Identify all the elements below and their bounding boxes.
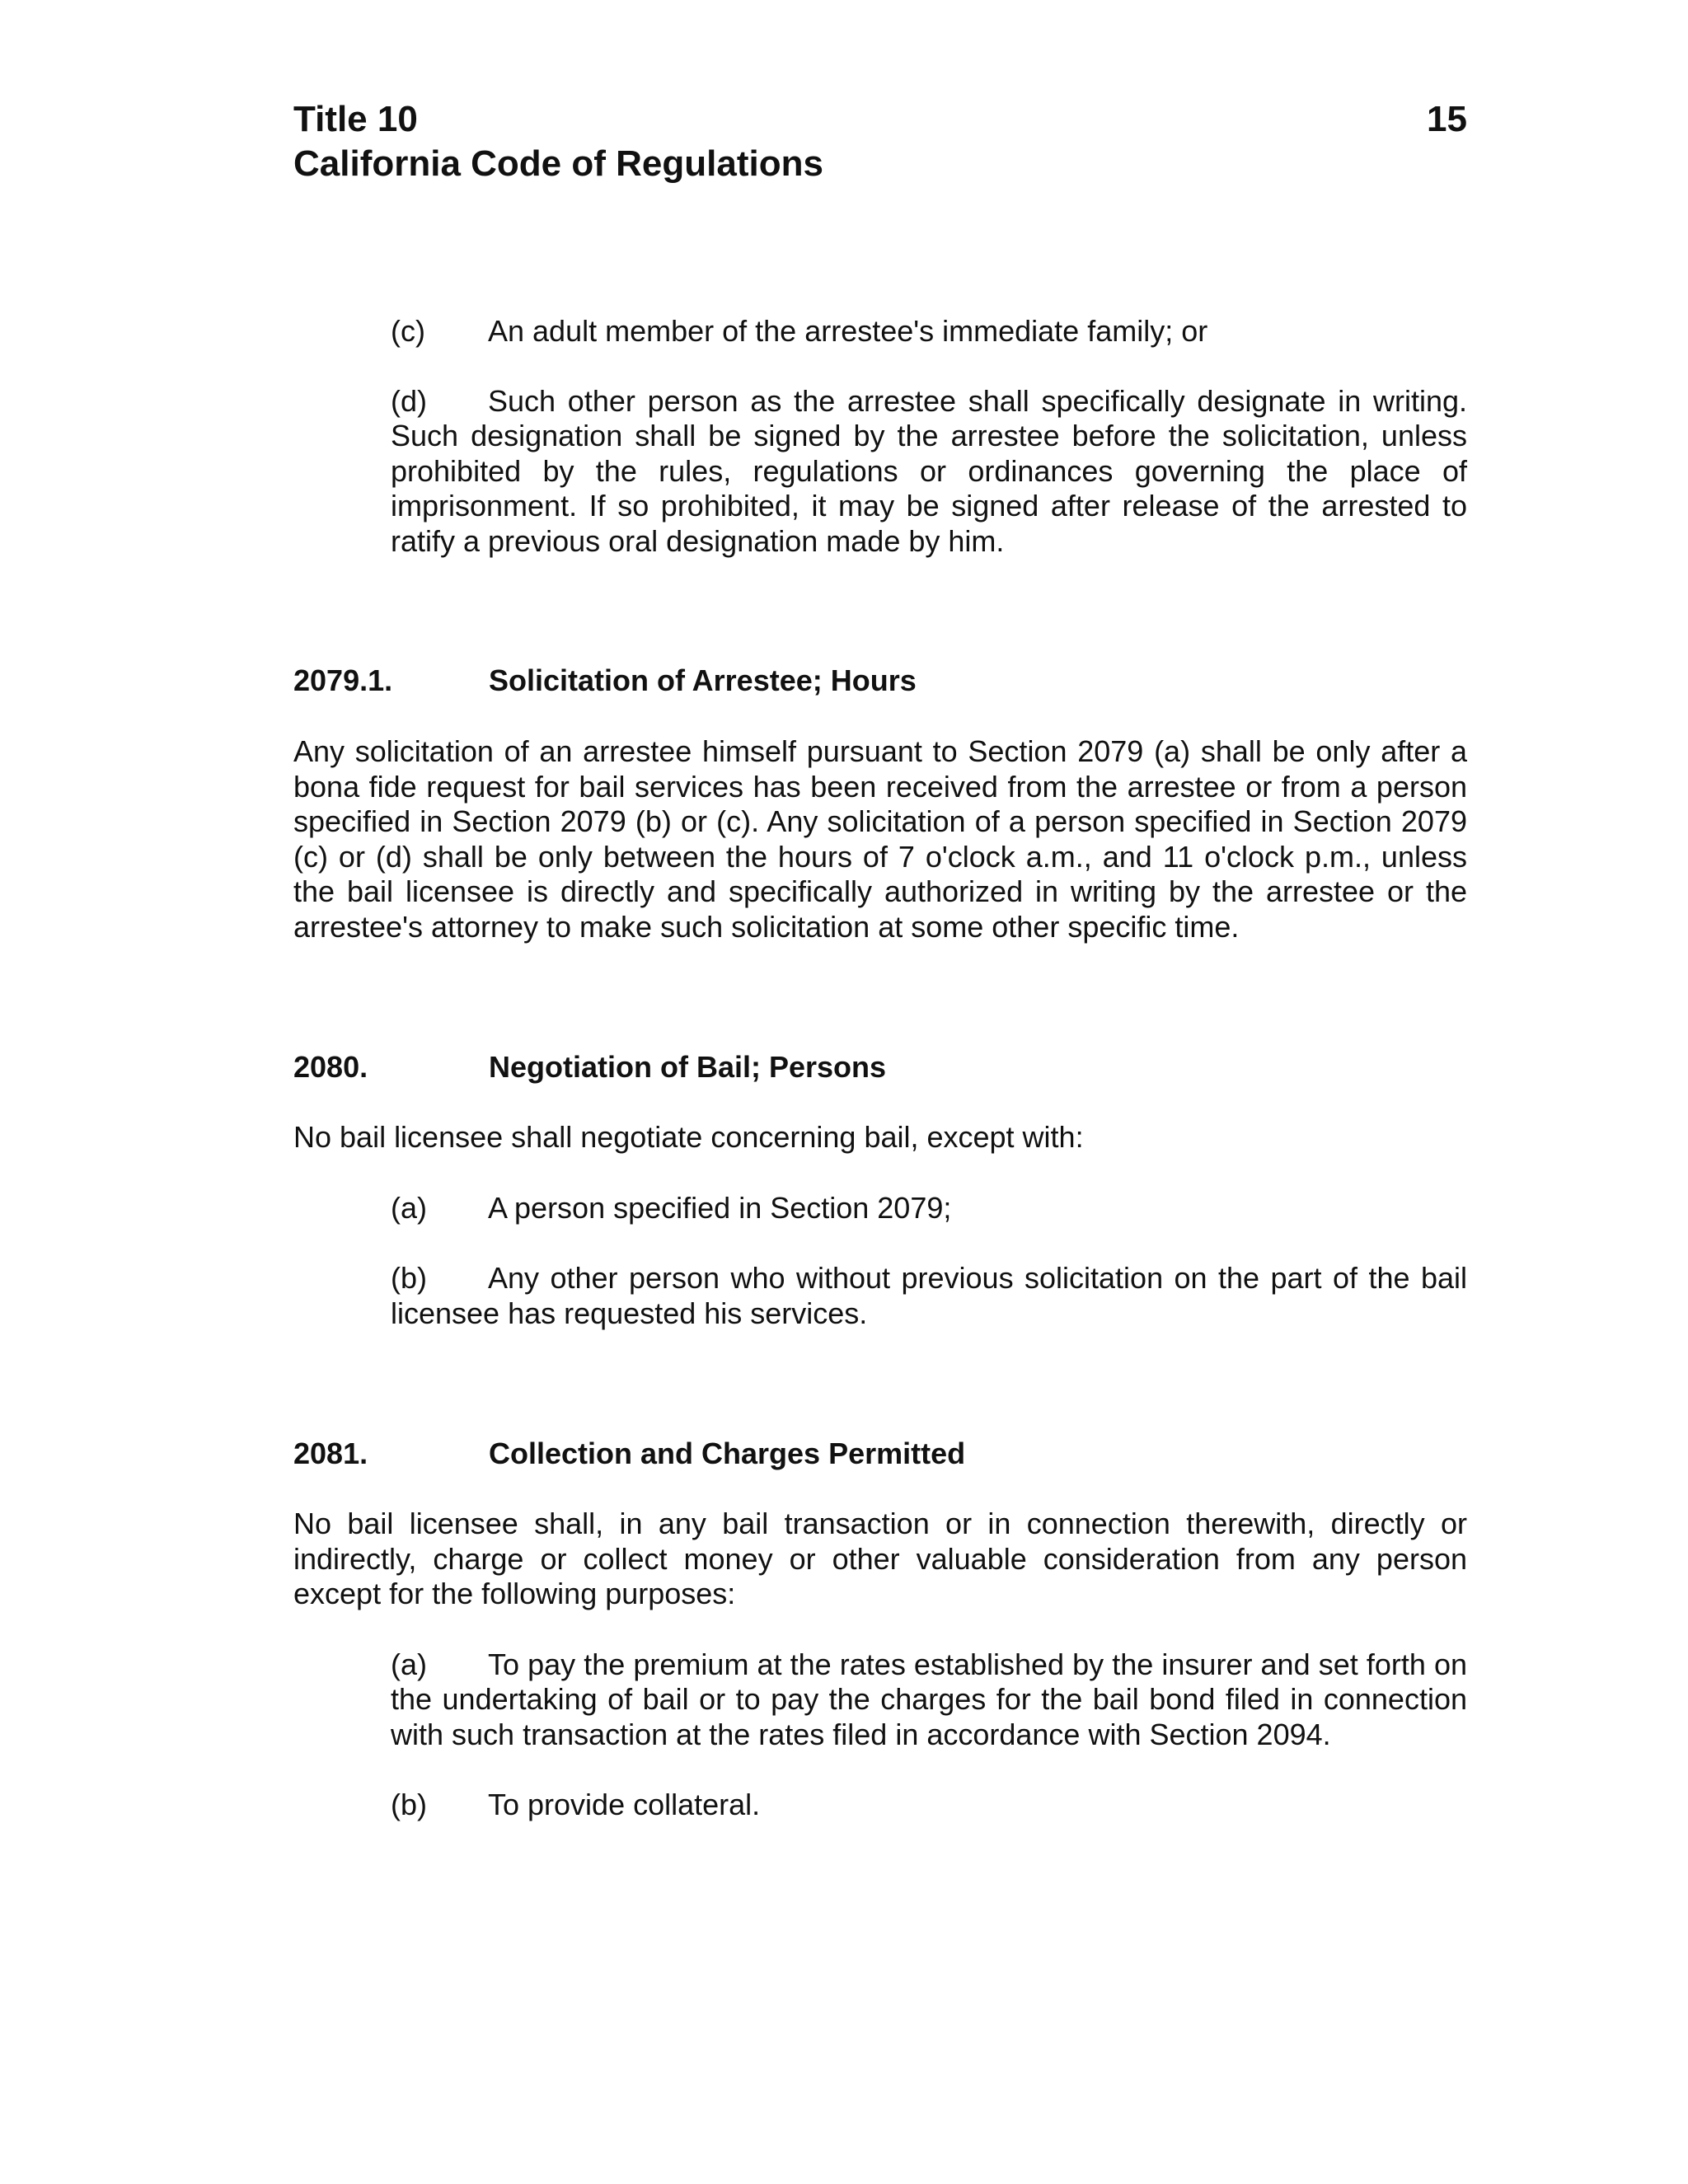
header-title-line1: Title 10 bbox=[293, 99, 418, 139]
item-label: (a) bbox=[391, 1647, 427, 1681]
section-title: Solicitation of Arrestee; Hours bbox=[489, 663, 917, 697]
list-item-d bbox=[391, 384, 1467, 560]
item-label: (d) bbox=[391, 383, 427, 418]
section-paragraph: Any solicitation of an arrestee himself pursuant to Section 2079 (a) shall be only after a bona fide request for bail services has been received from the arrestee or from a person specified in Section 2079 (b) or (c). Any solicitation of a person specified in Section 2079 (c) or (d) shall be only between the hours of 7 o'clock a.m., and 11 o'clock p.m., unless the bail licensee is directly and specifically authorized in writing by the arrestee or the arrestee's attorney to make such solicitation at some other specific time. bbox=[293, 734, 1467, 944]
section-number: 2079.1. bbox=[293, 663, 393, 697]
section-2081-list bbox=[391, 1647, 1467, 1823]
list-item-b bbox=[391, 1788, 1467, 1823]
item-text: To pay the premium at the rates established by the insurer and set forth on the undertaking of bail or to pay the charges for the bail bond filed in connection with such transaction at the rates filed in accordance with Section 2094. bbox=[391, 1647, 1467, 1751]
document-page bbox=[293, 97, 1467, 1823]
section-title: Negotiation of Bail; Persons bbox=[489, 1050, 887, 1084]
page-number: 15 bbox=[1427, 99, 1467, 139]
list-item-b bbox=[391, 1261, 1467, 1331]
section-title: Collection and Charges Permitted bbox=[489, 1436, 966, 1470]
section-number: 2080. bbox=[293, 1050, 368, 1084]
list-item-a bbox=[391, 1191, 1467, 1226]
list-item-a bbox=[391, 1647, 1467, 1753]
item-label: (c) bbox=[391, 314, 425, 348]
section-heading-2080 bbox=[293, 1050, 1467, 1085]
item-text: Such other person as the arrestee shall specifically designate in writing. Such designation shall be signed by the arrestee before the solicitation, unless prohibited by the rules, regulations or ordinances governing the place of imprisonment. If so prohibited, it may be signed after release of the arrested to ratify a previous oral designation made by him. bbox=[391, 383, 1467, 558]
page-header bbox=[293, 97, 1467, 186]
item-label: (a) bbox=[391, 1190, 427, 1225]
item-label: (b) bbox=[391, 1788, 427, 1821]
section-2080-list bbox=[391, 1191, 1467, 1332]
item-text: Any other person who without previous solicitation on the part of the bail licensee has requested his services. bbox=[391, 1261, 1467, 1330]
section-heading-2079-1 bbox=[293, 663, 1467, 698]
list-item-c bbox=[391, 314, 1467, 349]
section-heading-2081 bbox=[293, 1436, 1467, 1471]
item-text: A person specified in Section 2079; bbox=[488, 1190, 952, 1225]
header-title-line2: California Code of Regulations bbox=[293, 143, 823, 184]
item-text: An adult member of the arrestee's immediate family; or bbox=[488, 314, 1208, 348]
section-number: 2081. bbox=[293, 1436, 368, 1470]
item-label: (b) bbox=[391, 1261, 427, 1295]
item-text: To provide collateral. bbox=[488, 1788, 761, 1821]
section-paragraph: No bail licensee shall negotiate concerning bail, except with: bbox=[293, 1120, 1084, 1154]
continuation-list bbox=[391, 314, 1467, 559]
section-paragraph: No bail licensee shall, in any bail transaction or in connection therewith, directly or indirectly, charge or collect money or other valuable consideration from any person except for the following purposes: bbox=[293, 1507, 1467, 1610]
